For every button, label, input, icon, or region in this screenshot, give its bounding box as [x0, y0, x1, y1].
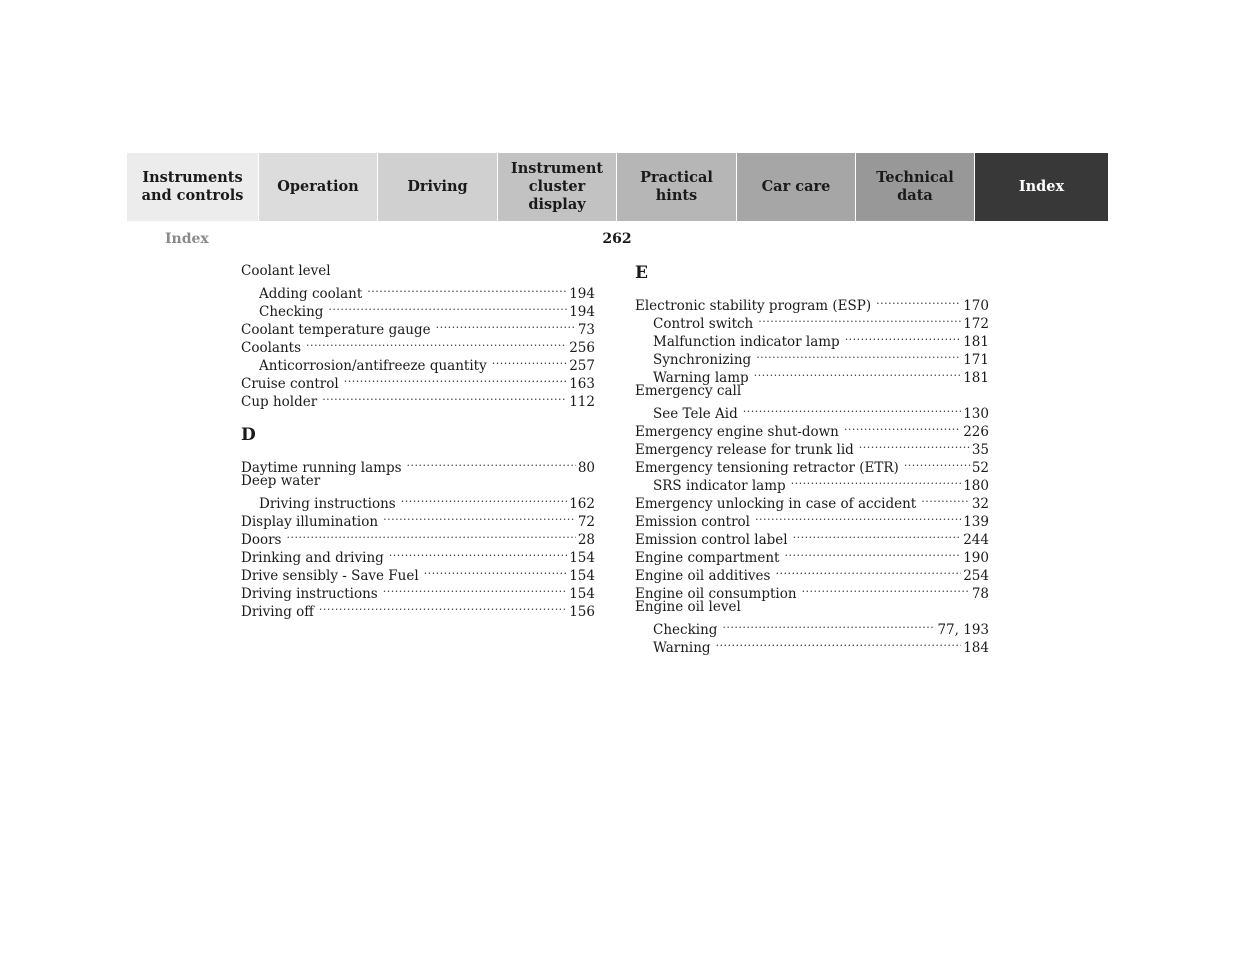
index-page-ref[interactable]: 244	[963, 532, 989, 548]
index-page-ref[interactable]: 154	[569, 586, 595, 602]
dot-leader	[722, 616, 935, 634]
index-entry-label: Driving instructions	[259, 496, 396, 512]
index-page-ref[interactable]: 154	[569, 568, 595, 584]
chapter-tab-bar	[127, 153, 1108, 221]
page-number: 262	[602, 231, 632, 247]
index-page-ref[interactable]: 139	[963, 514, 989, 530]
dot-leader	[921, 490, 970, 508]
index-entry-label: Engine oil additives	[635, 568, 771, 584]
index-entry-label: Cup holder	[241, 394, 318, 410]
dot-leader	[401, 490, 567, 508]
index-entry-label: Drive sensibly - Save Fuel	[241, 568, 419, 584]
index-page-ref[interactable]: 154	[569, 550, 595, 566]
index-page-ref[interactable]: 162	[569, 496, 595, 512]
index-entry-label: Warning	[653, 640, 711, 656]
index-entry-label: See Tele Aid	[653, 406, 738, 422]
dot-leader	[758, 310, 961, 328]
index-entry-label: Daytime running lamps	[241, 460, 402, 476]
tab-technical-data[interactable]: Technical data	[856, 153, 975, 221]
dot-leader	[904, 454, 970, 472]
index-subentry[interactable]	[635, 616, 989, 638]
dot-leader	[436, 316, 576, 334]
index-page-ref[interactable]: 254	[963, 568, 989, 584]
index-subentry[interactable]	[241, 280, 595, 302]
index-entry-label: Checking	[653, 622, 718, 638]
index-column-left	[241, 262, 595, 620]
index-page-ref[interactable]: 184	[963, 640, 989, 656]
dot-leader	[775, 562, 961, 580]
dot-leader	[716, 634, 962, 652]
index-entry-label: Emission control label	[635, 532, 788, 548]
index-entry	[635, 598, 989, 616]
index-letter-heading: D	[241, 425, 256, 445]
index-page-ref[interactable]: 190	[963, 550, 989, 566]
index-entry-label: Display illumination	[241, 514, 379, 530]
dot-leader	[286, 526, 575, 544]
index-entry-label: Drinking and driving	[241, 550, 384, 566]
index-page-ref[interactable]: 156	[569, 604, 595, 620]
dot-leader	[793, 526, 962, 544]
index-entry[interactable]	[241, 454, 595, 476]
index-page-ref[interactable]: 256	[569, 340, 595, 356]
index-page-ref[interactable]: 172	[963, 316, 989, 332]
tab-instrument-cluster-display[interactable]: Instrument cluster display	[498, 153, 617, 221]
index-page-ref[interactable]: 73	[577, 322, 595, 338]
dot-leader	[859, 436, 970, 454]
dot-leader	[328, 298, 567, 316]
dot-leader	[344, 370, 568, 388]
index-entry[interactable]	[635, 292, 989, 314]
dot-leader	[492, 352, 568, 370]
index-entry-label: Checking	[259, 304, 324, 320]
index-page-ref[interactable]: 171	[963, 352, 989, 368]
index-entry-label: Emission control	[635, 514, 750, 530]
dot-leader	[389, 544, 567, 562]
index-entry[interactable]	[241, 526, 595, 548]
dot-leader	[383, 508, 576, 526]
tab-index[interactable]: Index	[975, 153, 1108, 221]
dot-leader	[367, 280, 567, 298]
dot-leader	[802, 580, 970, 598]
index-page-ref[interactable]: 77, 193	[937, 622, 989, 638]
index-entry-label: Emergency tensioning retractor (ETR)	[635, 460, 899, 476]
tab-instruments-and-controls[interactable]: Instruments and controls	[127, 153, 259, 221]
index-page-ref[interactable]: 72	[577, 514, 595, 530]
index-entry-label: Driving off	[241, 604, 314, 620]
index-page-ref[interactable]: 226	[963, 424, 989, 440]
index-entry-label: Anticorrosion/antifreeze quantity	[259, 358, 487, 374]
index-column-right	[635, 262, 989, 656]
dot-leader	[754, 364, 962, 382]
index-entry-label: Emergency unlocking in case of accident	[635, 496, 917, 512]
index-letter-heading: E	[635, 263, 648, 283]
index-page-ref[interactable]: 35	[971, 442, 989, 458]
index-page-ref[interactable]: 52	[971, 460, 989, 476]
tab-car-care[interactable]: Car care	[737, 153, 856, 221]
index-entry-label: Engine oil level	[635, 599, 741, 615]
dot-leader	[756, 346, 961, 364]
index-page-ref[interactable]: 257	[569, 358, 595, 374]
dot-leader	[755, 508, 961, 526]
dot-leader	[424, 562, 568, 580]
dot-leader	[791, 472, 962, 490]
index-page-ref[interactable]: 170	[963, 298, 989, 314]
dot-leader	[407, 454, 576, 472]
index-page-ref[interactable]: 194	[569, 286, 595, 302]
index-entry-label: Emergency call	[635, 383, 742, 399]
dot-leader	[319, 598, 567, 616]
section-title: Index	[165, 231, 209, 247]
dot-leader	[876, 292, 961, 310]
dot-leader	[845, 328, 962, 346]
index-entry-label: Malfunction indicator lamp	[653, 334, 840, 350]
index-entry-label: Warning lamp	[653, 370, 749, 386]
index-entry-label: Engine compartment	[635, 550, 780, 566]
index-page-ref[interactable]: 32	[971, 496, 989, 512]
index-subentry[interactable]	[241, 490, 595, 512]
index-entry-label: Adding coolant	[259, 286, 363, 302]
dot-leader	[784, 544, 961, 562]
dot-leader	[383, 580, 567, 598]
dot-leader	[322, 388, 567, 406]
index-entry	[635, 382, 989, 400]
index-subentry[interactable]	[635, 400, 989, 422]
index-entry-label: Coolants	[241, 340, 301, 356]
dot-leader	[743, 400, 961, 418]
index-entry-label: SRS indicator lamp	[653, 478, 786, 494]
tab-practical-hints[interactable]: Practical hints	[617, 153, 737, 221]
tab-driving[interactable]: Driving	[378, 153, 498, 221]
index-entry-label: Coolant level	[241, 263, 331, 279]
dot-leader	[844, 418, 961, 436]
index-entry-label: Engine oil consumption	[635, 586, 797, 602]
index-entry-label: Electronic stability program (ESP)	[635, 298, 872, 314]
index-entry-label: Driving instructions	[241, 586, 378, 602]
index-entry-label: Control switch	[653, 316, 754, 332]
index-entry	[241, 262, 595, 280]
index-entry-label: Emergency engine shut-down	[635, 424, 839, 440]
index-entry-label: Doors	[241, 532, 282, 548]
index-page-ref[interactable]: 78	[971, 586, 989, 602]
index-page-ref[interactable]: 181	[963, 334, 989, 350]
index-entry-label: Deep water	[241, 473, 321, 489]
index-entry-label: Cruise control	[241, 376, 339, 392]
dot-leader	[306, 334, 567, 352]
index-entry	[241, 472, 595, 490]
index-entry[interactable]	[241, 544, 595, 566]
tab-operation[interactable]: Operation	[259, 153, 378, 221]
index-entry-label: Synchronizing	[653, 352, 752, 368]
index-page-ref[interactable]: 163	[569, 376, 595, 392]
index-page-ref[interactable]: 130	[963, 406, 989, 422]
index-page-ref[interactable]: 180	[963, 478, 989, 494]
index-page-ref[interactable]: 28	[577, 532, 595, 548]
index-entry-label: Coolant temperature gauge	[241, 322, 431, 338]
index-page-ref[interactable]: 112	[569, 394, 595, 410]
index-entry-label: Emergency release for trunk lid	[635, 442, 854, 458]
index-page-ref[interactable]: 181	[963, 370, 989, 386]
index-page-ref[interactable]: 80	[577, 460, 595, 476]
index-page-ref[interactable]: 194	[569, 304, 595, 320]
